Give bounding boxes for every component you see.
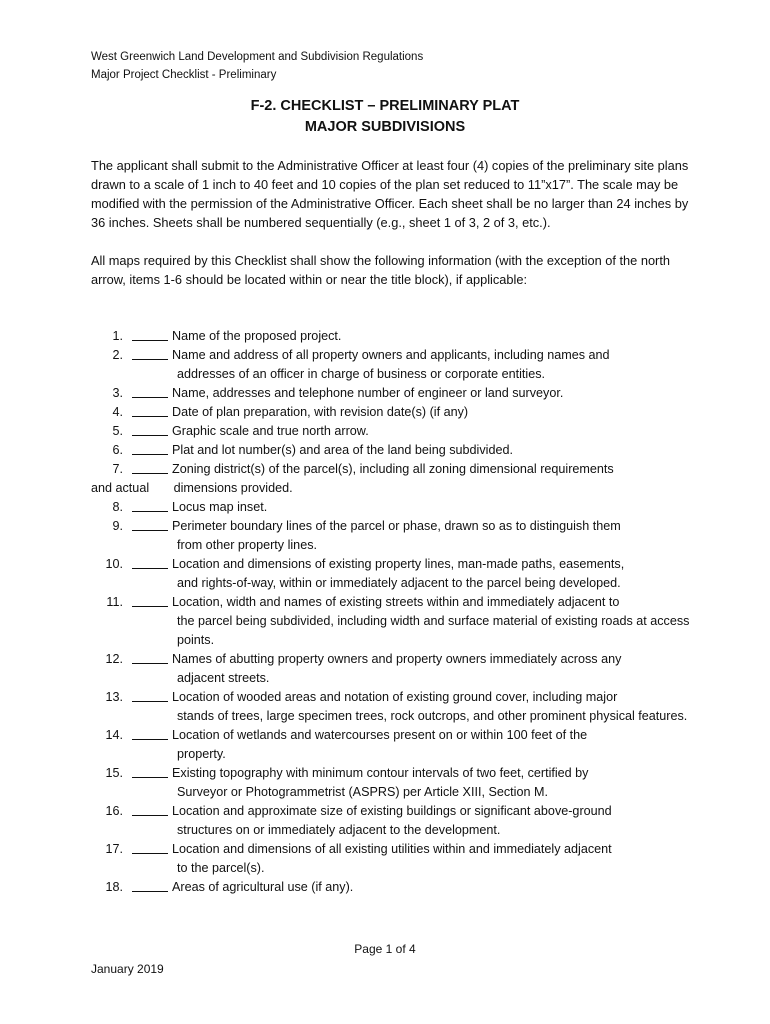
check-blank[interactable] <box>132 422 168 436</box>
item-number: 16. <box>105 804 123 818</box>
item-number: 17. <box>105 842 123 856</box>
checklist <box>91 327 691 897</box>
item-text <box>172 726 691 764</box>
check-blank[interactable] <box>132 688 168 702</box>
checklist-item <box>91 460 691 498</box>
document-title <box>0 96 770 138</box>
item-text-first-line: Zoning district(s) of the parcel(s), including all zoning dimensional requirements <box>172 462 614 476</box>
check-blank[interactable] <box>132 346 168 360</box>
item-text <box>172 327 691 346</box>
item-text-first-line: Existing topography with minimum contour intervals of two feet, certified by <box>172 766 589 780</box>
item-text <box>172 498 691 517</box>
item-number: 10. <box>105 557 123 571</box>
item-text-continuation: addresses of an officer in charge of business or corporate entities. <box>177 367 545 381</box>
page-number: Page 1 of 4 <box>354 942 416 956</box>
item-text-first-line: Location and dimensions of all existing utilities within and immediately adjacent <box>172 842 612 856</box>
item-text-first-line: Graphic scale and true north arrow. <box>172 424 369 438</box>
item-text <box>172 878 691 897</box>
item-text-continuation: stands of trees, large specimen trees, rock outcrops, and other prominent physical features. <box>177 709 688 723</box>
item-text <box>172 346 691 384</box>
item-number: 14. <box>105 728 123 742</box>
check-blank[interactable] <box>132 498 168 512</box>
item-text <box>172 802 691 840</box>
item-number: 4. <box>112 405 123 419</box>
item-text-first-line: Names of abutting property owners and property owners immediately across any <box>172 652 622 666</box>
item-text-first-line: Name of the proposed project. <box>172 329 342 343</box>
item-text-first-line: Areas of agricultural use (if any). <box>172 880 354 894</box>
running-header <box>91 48 423 84</box>
checklist-item <box>91 403 691 422</box>
item-text <box>172 764 691 802</box>
item-text-continuation: property. <box>177 747 226 761</box>
item-text <box>172 688 691 726</box>
item-text <box>172 384 691 403</box>
checklist-item <box>91 650 691 688</box>
item-number: 8. <box>112 500 123 514</box>
item-text-first-line: Location and approximate size of existing buildings or significant above-ground <box>172 804 612 818</box>
item-text-continuation: and rights-of-way, within or immediately adjacent to the parcel being developed. <box>177 576 621 590</box>
checklist-item <box>91 327 691 346</box>
item-text-first-line: Plat and lot number(s) and area of the land being subdivided. <box>172 443 513 457</box>
check-blank[interactable] <box>132 878 168 892</box>
item-text <box>172 650 691 688</box>
check-blank[interactable] <box>132 403 168 417</box>
check-blank[interactable] <box>132 517 168 531</box>
checklist-item <box>91 498 691 517</box>
item-text-continuation: to the parcel(s). <box>177 861 265 875</box>
item-text-first-line: Location, width and names of existing streets within and immediately adjacent to <box>172 595 620 609</box>
item-number: 11. <box>106 595 123 609</box>
check-blank[interactable] <box>132 650 168 664</box>
check-blank[interactable] <box>132 555 168 569</box>
item-number: 18. <box>105 880 123 894</box>
checklist-item <box>91 517 691 555</box>
item-text-first-line: Locus map inset. <box>172 500 268 514</box>
check-blank[interactable] <box>132 327 168 341</box>
item-text <box>172 403 691 422</box>
item-text <box>172 593 691 650</box>
item-number: 3. <box>112 386 123 400</box>
item-number: 2. <box>112 348 123 362</box>
check-blank[interactable] <box>132 593 168 607</box>
checklist-item <box>91 346 691 384</box>
checklist-item <box>91 593 691 650</box>
check-blank[interactable] <box>132 384 168 398</box>
item-number: 5. <box>112 424 123 438</box>
item-text-continuation: from other property lines. <box>177 538 317 552</box>
item-number: 12. <box>105 652 123 666</box>
item-text-first-line: Name, addresses and telephone number of engineer or land surveyor. <box>172 386 564 400</box>
item-text <box>172 555 691 593</box>
item-number: 13. <box>105 690 123 704</box>
item-text-continuation: adjacent streets. <box>177 671 270 685</box>
item-text-first-line: Location of wetlands and watercourses present on or within 100 feet of the <box>172 728 588 742</box>
checklist-item <box>91 422 691 441</box>
check-blank[interactable] <box>132 840 168 854</box>
title-line-2: MAJOR SUBDIVISIONS <box>304 119 466 135</box>
check-blank[interactable] <box>132 726 168 740</box>
intro-text <box>91 156 691 289</box>
header-line-2: Major Project Checklist - Preliminary <box>91 69 277 81</box>
item-text-continuation: and actual dimensions provided. <box>91 481 293 495</box>
item-number: 7. <box>112 462 123 476</box>
checklist-item <box>91 878 691 897</box>
item-number: 15. <box>105 766 123 780</box>
item-number: 1. <box>112 329 123 343</box>
checklist-item <box>91 764 691 802</box>
checklist-item <box>91 840 691 878</box>
intro-paragraph-2: All maps required by this Checklist shall show the following information (with the exception of the north arrow, items 1-6 should be located within or near the title block), if applicable: <box>91 253 670 287</box>
check-blank[interactable] <box>132 764 168 778</box>
header-line-1: West Greenwich Land Development and Subdivision Regulations <box>91 51 424 63</box>
checklist-item <box>91 802 691 840</box>
checklist-item <box>91 384 691 403</box>
item-text-first-line: Name and address of all property owners and applicants, including names and <box>172 348 610 362</box>
checklist-item <box>91 441 691 460</box>
item-text <box>172 422 691 441</box>
item-text-first-line: Date of plan preparation, with revision date(s) (if any) <box>172 405 469 419</box>
item-text <box>91 460 691 498</box>
check-blank[interactable] <box>132 460 168 474</box>
item-text-first-line: Location of wooded areas and notation of existing ground cover, including major <box>172 690 618 704</box>
item-text <box>172 840 691 878</box>
item-text-first-line: Perimeter boundary lines of the parcel or phase, drawn so as to distinguish them <box>172 519 621 533</box>
item-text-continuation: Surveyor or Photogrammetrist (ASPRS) per Article XIII, Section M. <box>177 785 548 799</box>
intro-paragraph-1: The applicant shall submit to the Administrative Officer at least four (4) copies of the preliminary site plans drawn to a scale of 1 inch to 40 feet and 10 copies of the plan set reduced to 11”x17”. The scale may be modified with the permission of the Administrative Officer. Each sheet shall be no larger than 24 inches by 36 inches. Sheets shall be numbered sequentially (e.g., sheet 1 of 3, 2 of 3, etc.). <box>91 158 689 230</box>
item-text <box>172 441 691 460</box>
item-text <box>172 517 691 555</box>
checklist-item <box>91 688 691 726</box>
check-blank[interactable] <box>132 441 168 455</box>
item-text-continuation: structures on or immediately adjacent to the development. <box>177 823 501 837</box>
title-line-1: F-2. CHECKLIST – PRELIMINARY PLAT <box>250 98 520 114</box>
item-number: 9. <box>112 519 123 533</box>
item-text-continuation: the parcel being subdivided, including width and surface material of existing roads at access points. <box>177 614 693 647</box>
item-text-first-line: Location and dimensions of existing property lines, man-made paths, easements, <box>172 557 625 571</box>
footer-date: January 2019 <box>91 962 164 976</box>
item-number: 6. <box>112 443 123 457</box>
checklist-item <box>91 726 691 764</box>
check-blank[interactable] <box>132 802 168 816</box>
checklist-item <box>91 555 691 593</box>
